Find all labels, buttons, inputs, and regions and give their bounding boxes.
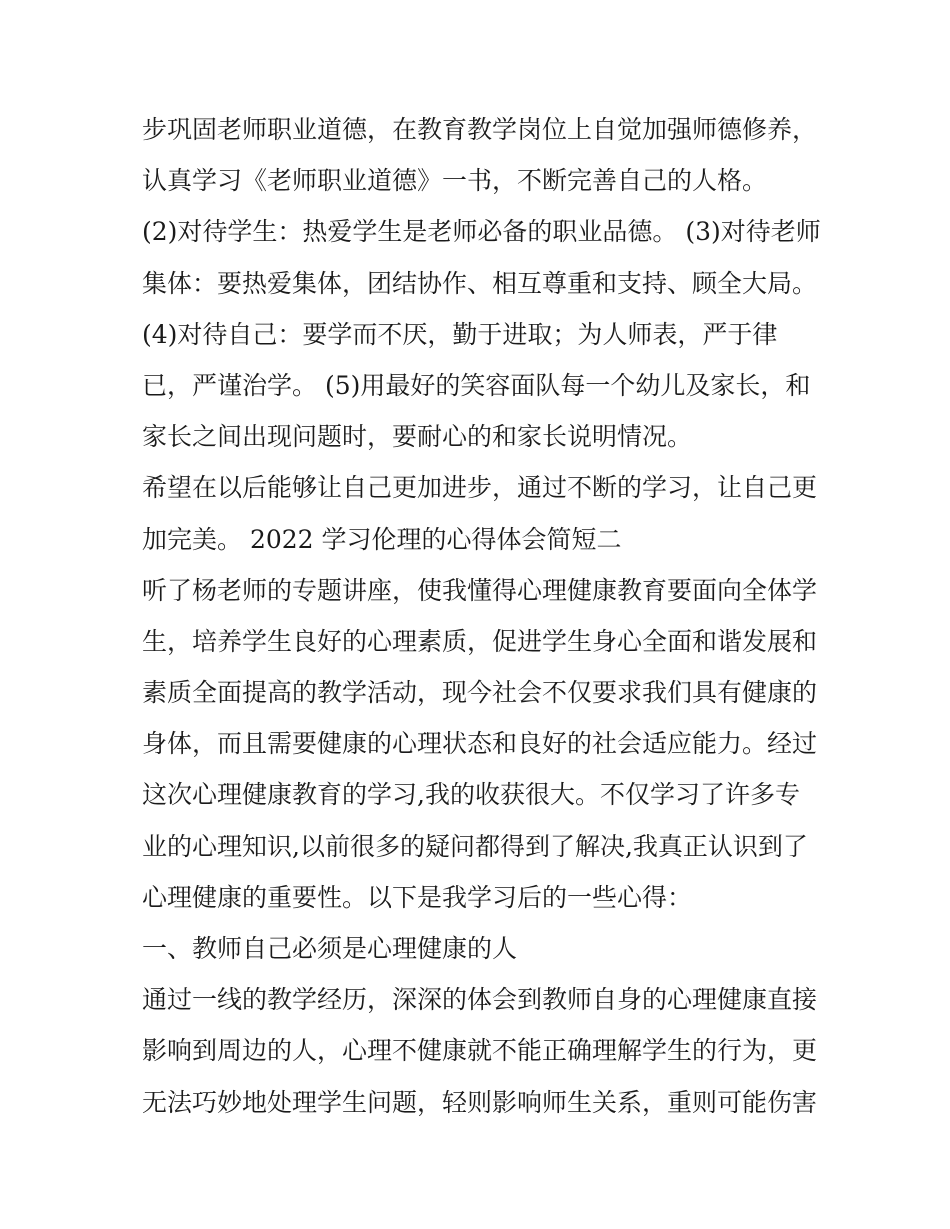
text-line: 生，培养学生良好的心理素质，促进学生身心全面和谐发展和 [142, 626, 818, 656]
text-line: 这次心理健康教育的学习,我的收获很大。不仅学习了许多专 [142, 780, 800, 810]
text-line: (2)对待学生：热爱学生是老师必备的职业品德。 (3)对待老师 [142, 217, 821, 247]
text-line: 业的心理知识,以前很多的疑问都得到了解决,我真正认识到了 [142, 831, 808, 861]
text-line: 希望在以后能够让自己更加进步，通过不断的学习，让自己更 [142, 473, 818, 503]
text-line: 加完美。 2022 学习伦理的心得体会简短二 [142, 524, 622, 554]
text-line: 通过一线的教学经历，深深的体会到教师自身的心理健康直接 [142, 985, 818, 1015]
text-line: 集体：要热爱集体，团结协作、相互尊重和支持、顾全大局。 [142, 268, 818, 298]
text-line: (4)对待自己：要学而不厌，勤于进取；为人师表，严于律 [142, 319, 778, 349]
text-line: 已，严谨治学。 (5)用最好的笑容面队每一个幼儿及家长，和 [142, 370, 811, 400]
text-line: 影响到周边的人，心理不健康就不能正确理解学生的行为，更 [142, 1036, 818, 1066]
text-line: 心理健康的重要性。以下是我学习后的一些心得： [142, 882, 693, 912]
body-text [142, 104, 822, 1128]
text-line: 听了杨老师的专题讲座，使我懂得心理健康教育要面向全体学 [142, 575, 818, 605]
text-line: 无法巧妙地处理学生问题，轻则影响师生关系，重则可能伤害 [142, 1087, 818, 1117]
text-line: 家长之间出现问题时，要耐心的和家长说明情况。 [142, 422, 693, 452]
text-line: 身体，而且需要健康的心理状态和良好的社会适应能力。经过 [142, 729, 818, 759]
text-line: 素质全面提高的教学活动，现今社会不仅要求我们具有健康的 [142, 678, 818, 708]
text-line: 步巩固老师职业道德，在教育教学岗位上自觉加强师德修养， [142, 115, 818, 144]
section-heading: 一、教师自己必须是心理健康的人 [142, 934, 518, 963]
text-line: 认真学习《老师职业道德》一书，不断完善自己的人格。 [142, 166, 768, 196]
